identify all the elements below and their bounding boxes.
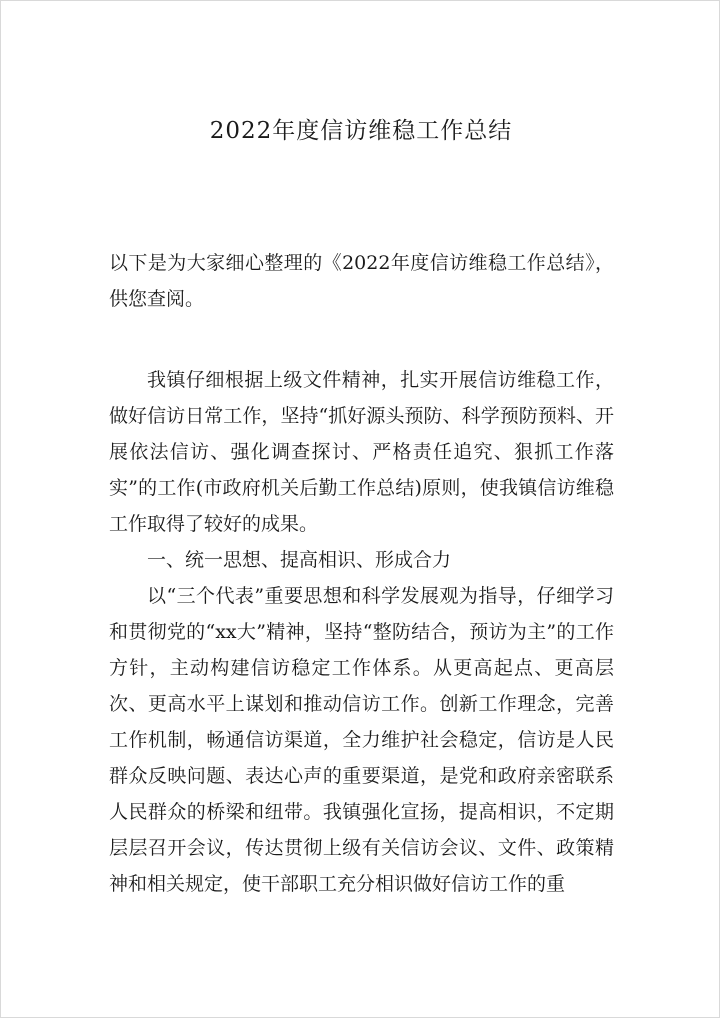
document-title: 2022年度信访维稳工作总结 — [209, 118, 513, 144]
intro-paragraph: 以下是为大家细心整理的《2022年度信访维稳工作总结》，供您查阅。 — [109, 252, 614, 310]
body-paragraph: 我镇仔细根据上级文件精神，扎实开展信访维稳工作，做好信访日常工作，坚持“抓好源头预防、科学预防预料、开展依法信访、强化调查探讨、严格责任追究、狠抓工作落实”的工作(市政府机关后勤工作总结)原则，使我镇信访维稳工作取得了较好的成果。 — [109, 369, 614, 535]
section-heading: 一、统一思想、提高相识、形成合力 — [147, 549, 452, 571]
body-section — [109, 362, 614, 902]
section-paragraph: 以“三个代表”重要思想和科学发展观为指导，仔细学习和贯彻党的“xx大”精神，坚持“整防结合，预访为主”的工作方针，主动构建信访稳定工作体系。从更高起点、更高层次、更高水平上谋划和推动信访工作。创新工作理念，完善工作机制，畅通信访渠道，全力维护社会稳定，信访是人民群众反映问题、表达心声的重要渠道，是党和政府亲密联系人民群众的桥梁和纽带。我镇强化宣扬，提高相识，不定期层层召开会议，传达贯彻上级有关信访会议、文件、政策精神和相关规定，使干部职工充分相识做好信访工作的重 — [109, 585, 614, 895]
intro-section — [109, 245, 614, 317]
